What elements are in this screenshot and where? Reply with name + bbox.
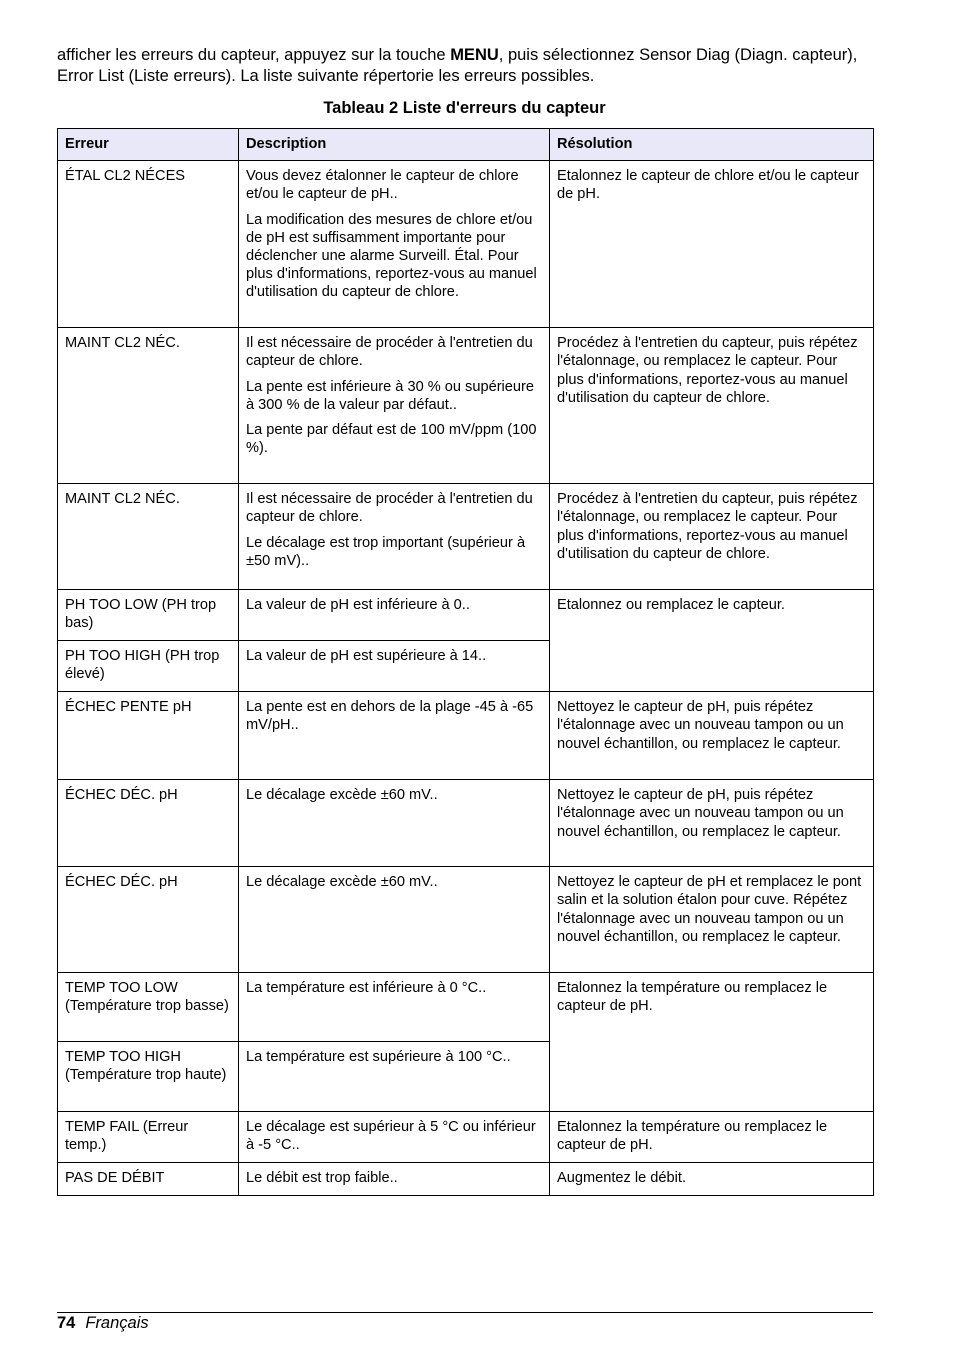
description-text: Il est nécessaire de procéder à l'entretien du capteur de chlore. (246, 335, 533, 370)
error-cell: ÉTAL CL2 NÉCES (58, 161, 239, 328)
resolution-cell: Etalonnez le capteur de chlore et/ou le capteur de pH. (550, 161, 874, 328)
description-cell (239, 1112, 550, 1163)
description-text: La température est inférieure à 0 °C.. (246, 980, 487, 997)
page-number: 74 (57, 1314, 76, 1332)
table-row (58, 328, 874, 484)
resolution-cell: Etalonnez ou remplacez le capteur. (550, 590, 874, 692)
error-cell: PAS DE DÉBIT (58, 1163, 239, 1196)
description-text: Le débit est trop faible.. (246, 1170, 398, 1187)
description-text: Le décalage est supérieur à 5 °C ou inférieur à -5 °C.. (246, 1119, 536, 1154)
description-text: La température est supérieure à 100 °C.. (246, 1049, 511, 1066)
description-cell (239, 161, 550, 328)
resolution-cell: Etalonnez la température ou remplacez le capteur de pH. (550, 1112, 874, 1163)
resolution-cell: Procédez à l'entretien du capteur, puis répétez l'étalonnage, ou remplacez le capteur. Pour plus d'informations, reportez-vous au manuel d'utilisation du capteur de chlore. (550, 328, 874, 484)
resolution-cell: Nettoyez le capteur de pH et remplacez le pont salin et la solution étalon pour cuve. Répétez l'étalonnage avec un nouveau tampon ou un nouvel échantillon, ou remplacez le capteur. (550, 867, 874, 973)
header-description: Description (239, 129, 550, 161)
intro-text-1: afficher les erreurs du capteur, appuyez sur la touche (57, 46, 451, 64)
error-cell: TEMP FAIL (Erreur temp.) (58, 1112, 239, 1163)
description-cell (239, 641, 550, 692)
intro-paragraph (57, 45, 877, 87)
error-cell: ÉCHEC PENTE pH (58, 692, 239, 780)
header-error: Erreur (58, 129, 239, 161)
description-cell (239, 1042, 550, 1112)
table-header-row (58, 129, 874, 161)
table-row (58, 1112, 874, 1163)
description-cell (239, 328, 550, 484)
intro-text-2: , puis sélectionnez Sensor Diag (Diagn. capteur), Error List (Liste erreurs). La liste suivante répertorie les erreurs possibles. (57, 46, 858, 85)
error-cell: TEMP TOO LOW (Température trop basse) (58, 973, 239, 1042)
description-cell (239, 973, 550, 1042)
description-cell (239, 484, 550, 590)
table-row (58, 1163, 874, 1196)
error-table (57, 128, 874, 1196)
table-row (58, 780, 874, 867)
resolution-cell: Etalonnez la température ou remplacez le capteur de pH. (550, 973, 874, 1112)
description-text: Le décalage excède ±60 mV.. (246, 787, 438, 804)
description-text: La modification des mesures de chlore et/ou de pH est suffisamment importante pour déclencher une alarme Surveill. Étal. Pour plus d'informations, reportez-vous au manuel d'utilisation du capteur de chlore. (246, 211, 537, 301)
description-text: Il est nécessaire de procéder à l'entretien du capteur de chlore. (246, 491, 533, 526)
description-text: La pente est inférieure à 30 % ou supérieure à 300 % de la valeur par défaut.. (246, 378, 535, 413)
error-cell: MAINT CL2 NÉC. (58, 484, 239, 590)
resolution-cell: Nettoyez le capteur de pH, puis répétez l'étalonnage avec un nouveau tampon ou un nouvel échantillon, ou remplacez le capteur. (550, 692, 874, 780)
error-cell: TEMP TOO HIGH (Température trop haute) (58, 1042, 239, 1112)
footer-language: Français (85, 1314, 149, 1332)
error-cell: ÉCHEC DÉC. pH (58, 867, 239, 973)
error-cell: ÉCHEC DÉC. pH (58, 780, 239, 867)
description-text: Le décalage excède ±60 mV.. (246, 874, 438, 891)
resolution-cell: Procédez à l'entretien du capteur, puis répétez l'étalonnage, ou remplacez le capteur. Pour plus d'informations, reportez-vous au manuel d'utilisation du capteur de chlore. (550, 484, 874, 590)
description-text: La valeur de pH est supérieure à 14.. (246, 648, 487, 665)
menu-key: MENU (450, 46, 499, 64)
description-text: La valeur de pH est inférieure à 0.. (246, 597, 470, 614)
description-cell (239, 867, 550, 973)
resolution-cell: Augmentez le débit. (550, 1163, 874, 1196)
description-cell (239, 1163, 550, 1196)
description-text: La pente est en dehors de la plage -45 à -65 mV/pH.. (246, 699, 534, 734)
table-row (58, 590, 874, 641)
error-cell: MAINT CL2 NÉC. (58, 328, 239, 484)
footer-divider (57, 1312, 873, 1313)
description-text: La pente par défaut est de 100 mV/ppm (100 %). (246, 422, 537, 457)
page-footer (57, 1313, 149, 1333)
table-caption: Tableau 2 Liste d'erreurs du capteur (323, 99, 606, 117)
table-row (58, 867, 874, 973)
table-row (58, 692, 874, 780)
table-row (58, 973, 874, 1042)
description-cell (239, 590, 550, 641)
description-text: Vous devez étalonner le capteur de chlore et/ou le capteur de pH.. (246, 168, 519, 203)
description-cell (239, 780, 550, 867)
table-row (58, 161, 874, 328)
description-cell (239, 692, 550, 780)
header-resolution: Résolution (550, 129, 874, 161)
error-cell: PH TOO HIGH (PH trop élevé) (58, 641, 239, 692)
error-cell: PH TOO LOW (PH trop bas) (58, 590, 239, 641)
table-row (58, 484, 874, 590)
resolution-cell: Nettoyez le capteur de pH, puis répétez l'étalonnage avec un nouveau tampon ou un nouvel échantillon, ou remplacez le capteur. (550, 780, 874, 867)
description-text: Le décalage est trop important (supérieur à ±50 mV).. (246, 534, 526, 569)
